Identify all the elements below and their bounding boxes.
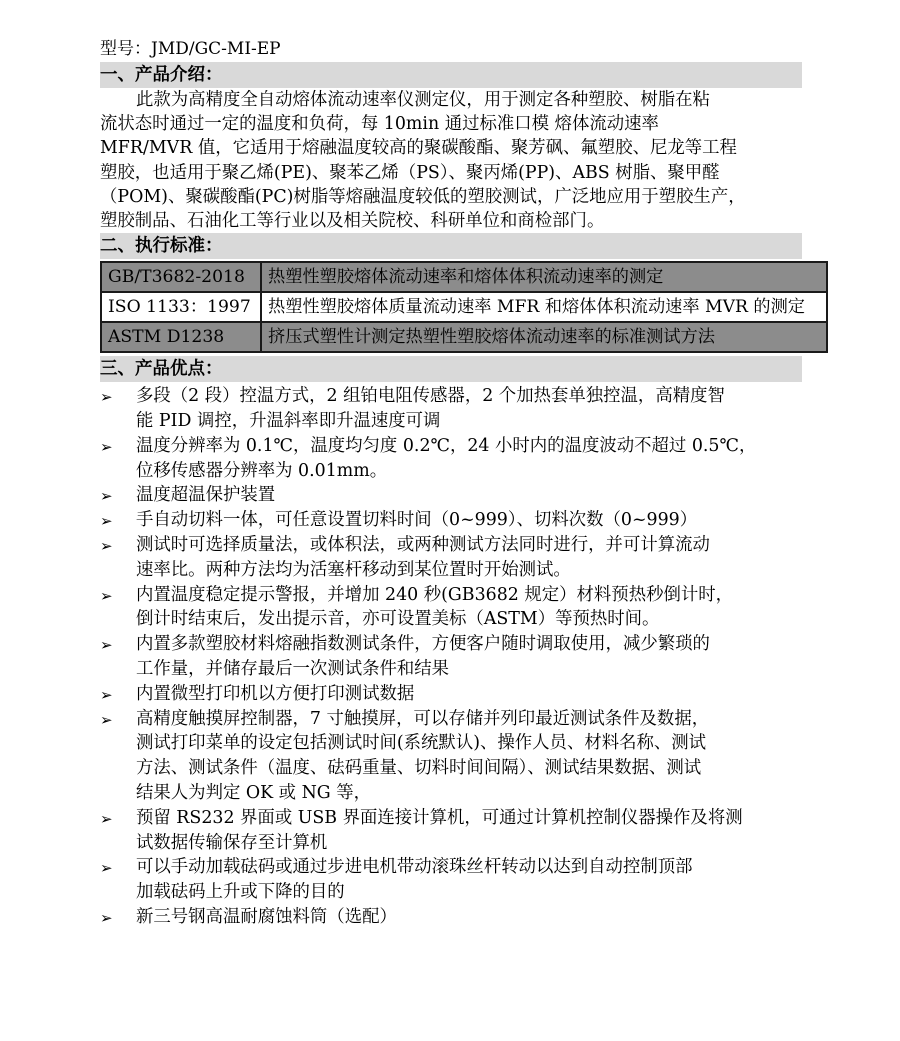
feature-item	[100, 855, 802, 905]
feature-text-line: 能 PID 调控，升温斜率即升温速度可调	[136, 411, 441, 432]
standard-code: GB/T3682-2018	[101, 262, 261, 292]
features-list	[100, 384, 802, 930]
feature-text-line: 手自动切料一体，可任意设置切料时间（0~999）、切料次数（0~999）	[136, 510, 698, 531]
feature-item	[100, 632, 802, 682]
feature-text-line: 内置温度稳定提示警报，并增加 240 秒(GB3682 规定）材料预热秒倒计时，	[136, 584, 734, 605]
bullet-arrow-icon: ➢	[100, 586, 113, 605]
standard-description: 热塑性塑胶熔体流动速率和熔体体积流动速率的测定	[261, 262, 827, 292]
feature-item	[100, 434, 802, 484]
feature-item	[100, 707, 802, 806]
bullet-arrow-icon: ➢	[100, 537, 113, 555]
feature-item	[100, 384, 802, 434]
features-heading: 三、产品优点：	[100, 356, 802, 382]
intro-line: 流状态时通过一定的温度和负荷，每 10min 通过标准口模 熔体流动速率	[100, 114, 659, 135]
feature-text-line: 温度分辨率为 0.1℃，温度均匀度 0.2℃，24 小时内的温度波动不超过 0.5℃，	[136, 435, 757, 456]
feature-item	[100, 533, 802, 583]
feature-text-line: 速率比。两种方法均为活塞杆移动到某位置时开始测试。	[136, 559, 571, 580]
feature-text-line: 测试时可选择质量法，或体积法，或两种测试方法同时进行，并可计算流动	[136, 535, 710, 555]
feature-item	[100, 583, 802, 633]
feature-item	[100, 508, 802, 533]
intro-line: 塑胶，也适用于聚乙烯(PE)、聚苯乙烯（PS）、聚丙烯(PP)、ABS 树脂、聚甲醛	[100, 162, 720, 183]
standards-table	[100, 261, 828, 353]
feature-text-line: 多段（2 段）控温方式，2 组铂电阻传感器，2 个加热套单独控温，高精度智	[136, 386, 725, 407]
feature-text-line: 倒计时结束后，发出提示音，亦可设置美标（ASTM）等预热时间。	[136, 609, 660, 630]
feature-text-line: 内置微型打印机以方便打印测试数据	[136, 683, 415, 704]
feature-text-line: 内置多款塑胶材料熔融指数测试条件，方便客户随时调取使用，减少繁琐的	[136, 634, 710, 655]
bullet-arrow-icon: ➢	[100, 512, 113, 531]
intro-paragraph	[100, 88, 802, 233]
intro-line: （POM)、聚碳酸酯(PC)树脂等熔融温度较低的塑胶测试，广泛地应用于塑胶生产，	[100, 186, 746, 207]
feature-item	[100, 682, 802, 707]
standard-description: 挤压式塑性计测定热塑性塑胶熔体流动速率的标准测试方法	[261, 322, 827, 352]
feature-text-line: 高精度触摸屏控制器，7 寸触摸屏，可以存储并列印最近测试条件及数据，	[136, 708, 710, 729]
feature-text-line: 预留 RS232 界面或 USB 界面连接计算机，可通过计算机控制仪器操作及将测	[136, 807, 743, 828]
feature-item	[100, 806, 802, 856]
model-number: 型号：JMD/GC-MI-EP	[100, 39, 281, 59]
feature-text-line: 加载砝码上升或下降的目的	[136, 882, 345, 903]
standard-row	[101, 322, 827, 352]
bullet-arrow-icon: ➢	[100, 636, 113, 655]
standard-code: ASTM D1238	[101, 322, 261, 352]
standard-description: 热塑性塑胶熔体质量流动速率 MFR 和熔体体积流动速率 MVR 的测定	[261, 292, 827, 322]
feature-text-line: 位移传感器分辨率为 0.01mm。	[136, 460, 388, 481]
bullet-arrow-icon: ➢	[100, 388, 113, 407]
bullet-arrow-icon: ➢	[100, 809, 113, 828]
feature-text-line: 结果人为判定 OK 或 NG 等，	[136, 782, 371, 803]
bullet-arrow-icon: ➢	[100, 685, 113, 704]
standard-row	[101, 262, 827, 292]
feature-text-line: 工作量，并储存最后一次测试条件和结果	[136, 658, 450, 679]
bullet-arrow-icon: ➢	[100, 710, 113, 729]
feature-text-line: 试数据传输保存至计算机	[136, 832, 328, 853]
feature-item	[100, 483, 802, 508]
document-page	[100, 36, 805, 930]
intro-heading: 一、产品介绍：	[100, 62, 802, 88]
bullet-arrow-icon: ➢	[100, 437, 113, 456]
intro-line: MFR/MVR 值，它适用于熔融温度较高的聚碳酸酯、聚芳砜、氟塑胶、尼龙等工程	[100, 138, 737, 159]
feature-text-line: 方法、测试条件（温度、砝码重量、切料时间间隔）、测试结果数据、测试	[136, 758, 702, 779]
standards-heading: 二、执行标准：	[100, 233, 802, 259]
feature-text-line: 测试打印菜单的设定包括测试时间(系统默认)、操作人员、材料名称、测试	[136, 733, 707, 754]
feature-text-line: 可以手动加载砝码或通过步进电机带动滚珠丝杆转动以达到自动控制顶部	[136, 857, 693, 878]
bullet-arrow-icon: ➢	[100, 859, 113, 878]
feature-text-line: 温度超温保护装置	[136, 485, 276, 506]
standard-code: ISO 1133：1997	[101, 292, 261, 322]
feature-item	[100, 905, 802, 930]
bullet-arrow-icon: ➢	[100, 487, 113, 506]
bullet-arrow-icon: ➢	[100, 908, 113, 927]
intro-line: 塑胶制品、石油化工等行业以及相关院校、科研单位和商检部门。	[100, 211, 605, 232]
standard-row	[101, 292, 827, 322]
feature-text-line: 新三号钢高温耐腐蚀料筒（选配）	[136, 906, 397, 927]
intro-line: 此款为高精度全自动熔体流动速率仪测定仪，用于测定各种塑胶、树脂在粘	[136, 90, 710, 110]
